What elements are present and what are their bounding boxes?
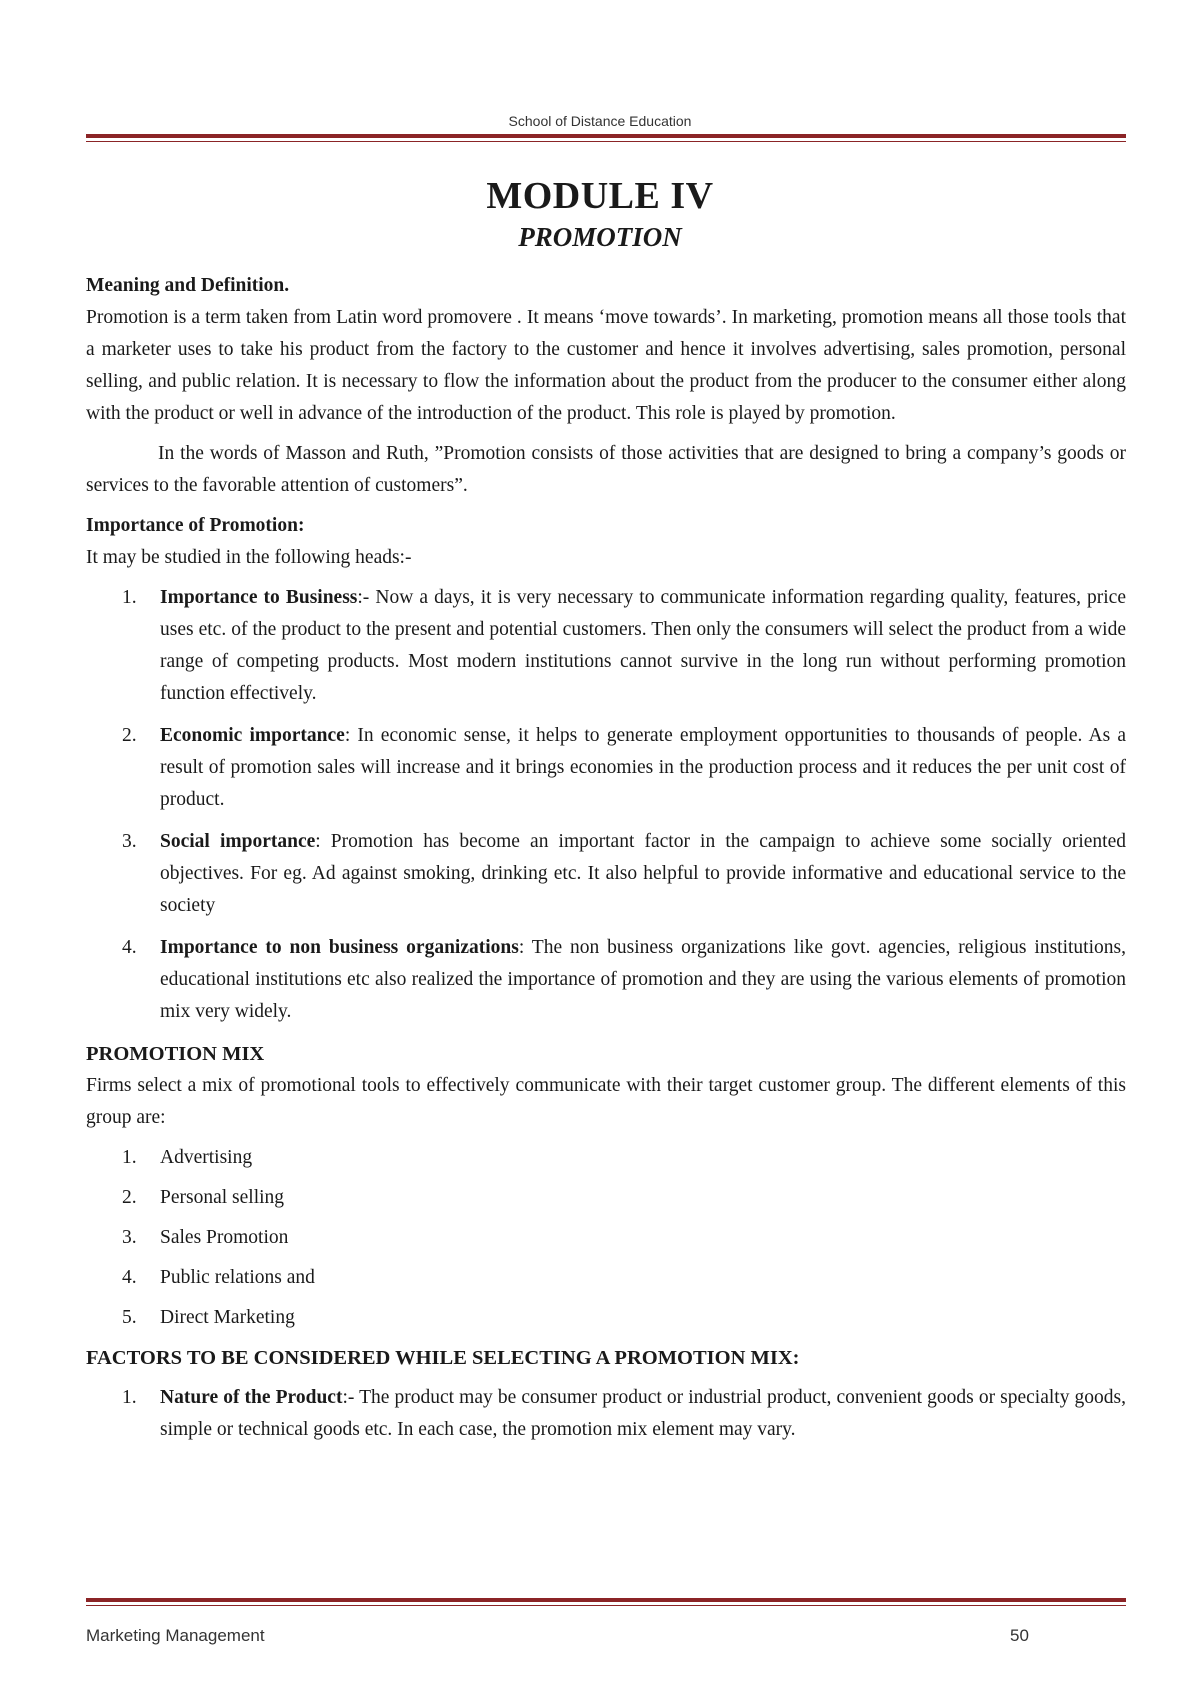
header-rule-thin: [86, 141, 1126, 142]
list-item-text: Personal selling: [160, 1187, 285, 1208]
list-number: 2.: [122, 1187, 137, 1208]
list-number: 1.: [122, 587, 137, 608]
list-item-text: Sales Promotion: [160, 1227, 289, 1248]
list-item: [86, 1382, 1126, 1446]
list-item: [86, 826, 1126, 922]
importance-intro: It may be studied in the following heads:-: [86, 547, 412, 568]
promotion-mix-list: [86, 1142, 1126, 1334]
list-number: 1.: [122, 1147, 137, 1168]
list-item-text: Advertising: [160, 1147, 253, 1168]
list-number: 5.: [122, 1307, 137, 1328]
list-item-text: :- Now a days, it is very necessary to communicate information regarding quality, features, price uses etc. of the product to the present and potential customers. Then only the consumers will select the product from a wide range of competing products. Most modern institutions cannot survive in the long run without performing promotion function effectively.: [160, 587, 1126, 704]
list-item: [86, 1142, 1126, 1174]
section-heading-factors: FACTORS TO BE CONSIDERED WHILE SELECTING A PROMOTION MIX:: [86, 1347, 800, 1369]
list-item-lead: Importance to non business organizations: [160, 937, 519, 958]
list-number: 4.: [122, 937, 137, 958]
list-item-lead: Economic importance: [160, 725, 345, 746]
list-item-text: : The non business organizations like govt. agencies, religious institutions, educational institutions etc also realized the importance of promotion and they are using the various elements of promotion mix very widely.: [160, 937, 1126, 1022]
list-item-text: Public relations and: [160, 1267, 315, 1288]
list-number: 3.: [122, 831, 137, 852]
header-rule: [86, 134, 1126, 138]
list-item-text: : Promotion has become an important factor in the campaign to achieve some socially oriented objectives. For eg. Ad against smoking, drinking etc. It also helpful to provide informative and educational service to the society: [160, 831, 1126, 916]
list-number: 3.: [122, 1227, 137, 1248]
paragraph-definition: In the words of Masson and Ruth, ”Promotion consists of those activities that are designed to bring a company’s goods or services to the favorable attention of customers”.: [86, 443, 1126, 496]
body-content: [86, 270, 1126, 1456]
paragraph-meaning: Promotion is a term taken from Latin word promovere . It means ‘move towards’. In marketing, promotion means all those tools that a marketer uses to take his product from the factory to the customer and hence it involves advertising, sales promotion, personal selling, and public relation. It is necessary to flow the information about the product from the producer to the consumer either along with the product or well in advance of the introduction of the product. This role is played by promotion.: [86, 307, 1126, 424]
list-item-text: : In economic sense, it helps to generate employment opportunities to thousands of people. As a result of promotion sales will increase and it brings economies in the production process and it reduces the per unit cost of product.: [160, 725, 1126, 810]
list-number: 1.: [122, 1387, 137, 1408]
list-item: [86, 720, 1126, 816]
list-number: 2.: [122, 725, 137, 746]
footer-rule: [86, 1598, 1126, 1602]
running-header: School of Distance Education: [508, 113, 692, 129]
factors-list: [86, 1382, 1126, 1446]
list-item: [86, 582, 1126, 710]
section-heading-importance: Importance of Promotion:: [86, 515, 305, 536]
module-subtitle: PROMOTION: [518, 222, 682, 252]
page-number: 50: [1010, 1626, 1029, 1645]
list-item: [86, 1302, 1126, 1334]
list-item: [86, 1222, 1126, 1254]
list-item-text: :- The product may be consumer product or industrial product, convenient goods or specialty goods, simple or technical goods etc. In each case, the promotion mix element may vary.: [160, 1387, 1127, 1440]
list-item-lead: Social importance: [160, 831, 316, 852]
list-item-lead: Importance to Business: [160, 587, 358, 608]
section-heading-meaning: Meaning and Definition.: [86, 275, 290, 296]
module-title: MODULE IV: [486, 175, 714, 217]
promotion-mix-intro: Firms select a mix of promotional tools to effectively communicate with their target customer group. The different elements of this group are:: [86, 1075, 1126, 1128]
list-item-lead: Nature of the Product: [160, 1387, 343, 1408]
list-item-text: Direct Marketing: [160, 1307, 295, 1328]
list-item: [86, 1262, 1126, 1294]
list-item: [86, 932, 1126, 1028]
footer-rule-thin: [86, 1605, 1126, 1606]
importance-list: [86, 582, 1126, 1028]
list-item: [86, 1182, 1126, 1214]
section-heading-promotion-mix: PROMOTION MIX: [86, 1043, 265, 1065]
footer-title: Marketing Management: [86, 1626, 265, 1645]
list-number: 4.: [122, 1267, 137, 1288]
